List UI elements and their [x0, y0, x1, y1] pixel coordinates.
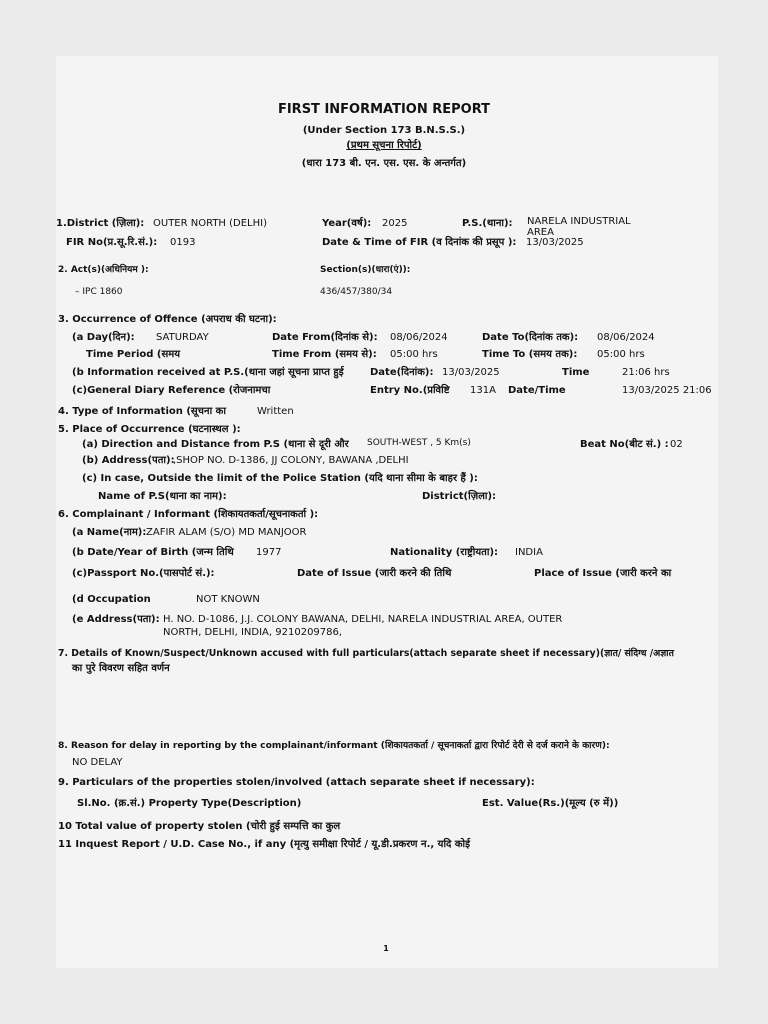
delay-reason-value: NO DELAY [72, 757, 123, 768]
place-heading: 5. Place of Occurrence (घटनास्थल ): [58, 424, 241, 435]
entry-no-label: Entry No.(प्रविष्टि [370, 385, 450, 396]
gd-datetime-value: 13/03/2025 21:06 [622, 385, 712, 396]
act-value: – IPC 1860 [75, 287, 123, 297]
sections-label: Section(s)(धारा(एं)): [320, 265, 411, 275]
time-to-label: Time To (समय तक): [482, 349, 578, 360]
info-time-value: 21:06 hrs [622, 367, 670, 378]
inquest-report-label: 11 Inquest Report / U.D. Case No., if any (मृत्यु समीक्षा रिपोर्ट / यू.डी.प्रकरण न., यदि कोई [58, 839, 471, 850]
occurrence-heading: 3. Occurrence of Offence (अपराध की घटना): [58, 314, 277, 325]
outside-ps-name-label: Name of P.S(थाना का नाम): [98, 491, 227, 502]
beat-no-value: 02 [670, 439, 683, 450]
report-subtitle: (Under Section 173 B.N.S.S.) [302, 125, 466, 136]
time-period-label: Time Period (समय [86, 349, 181, 360]
complainant-address-line2: NORTH, DELHI, INDIA, 9210209786, [163, 627, 343, 638]
ps-label: P.S.(थाना): [462, 218, 513, 229]
date-from-label: Date From(दिनांक से): [272, 332, 378, 343]
info-time-label: Time [562, 367, 590, 378]
report-title: FIRST INFORMATION REPORT [277, 102, 491, 117]
date-to-value: 08/06/2024 [597, 332, 655, 343]
date-from-value: 08/06/2024 [390, 332, 448, 343]
sections-value: 436/457/380/34 [320, 287, 393, 297]
entry-no-value: 131A [470, 385, 496, 396]
complainant-address-line1: H. NO. D-1086, J.J. COLONY BAWANA, DELHI, NARELA INDUSTRIAL AREA, OUTER [163, 614, 563, 625]
property-value-header: Est. Value(Rs.)(मूल्य (रु में)) [482, 798, 619, 809]
report-hindi-title: (प्रथम सूचना रिपोर्ट) [346, 140, 422, 151]
total-value-label: 10 Total value of property stolen (चोरी हुई सम्पत्ति का कुल [58, 821, 341, 832]
gd-reference-label: (c)General Diary Reference (रोजनामचा [72, 385, 271, 396]
report-hindi-subtitle: (धारा 173 बी. एन. एस. एस. के अन्तर्गत) [301, 158, 467, 169]
time-from-value: 05:00 hrs [390, 349, 438, 360]
nationality-value: INDIA [515, 547, 543, 558]
nationality-label: Nationality (राष्ट्रीयता): [390, 547, 499, 558]
complainant-address-label: (e Address(पता): [72, 614, 160, 625]
accused-details-line1: 7. Details of Known/Suspect/Unknown accused with full particulars(attach separate sheet if necessary)(ज्ञात/ संदिग्ध /अज्ञात [58, 648, 674, 659]
info-type-label: 4. Type of Information (सूचना का [58, 406, 226, 417]
day-value: SATURDAY [156, 332, 209, 343]
ps-value-line2: AREA [527, 227, 554, 238]
complainant-heading: 6. Complainant / Informant (शिकायतकर्ता/सूचनाकर्ता ): [58, 509, 319, 520]
direction-label: (a) Direction and Distance from P.S (थाना से दूरी और [82, 439, 349, 450]
direction-value: SOUTH-WEST , 5 Km(s) [367, 438, 471, 448]
year-value: 2025 [382, 218, 408, 229]
info-received-label: (b Information received at P.S.(थाना जहां सूचना प्राप्त हुई [72, 367, 344, 378]
occurrence-address-value: ,SHOP NO. D-1386, JJ COLONY, BAWANA ,DELHI [173, 455, 409, 466]
fir-no-value: 0193 [170, 237, 196, 248]
district-label: 1.District (ज़िला): [56, 218, 145, 229]
complainant-name-label: (a Name(नाम): [72, 527, 147, 538]
beat-no-label: Beat No(बीट सं.) : [580, 439, 669, 450]
ps-value-line1: NARELA INDUSTRIAL [527, 216, 631, 227]
date-to-label: Date To(दिनांक तक): [482, 332, 579, 343]
info-date-value: 13/03/2025 [442, 367, 500, 378]
day-label: (a Day(दिन): [72, 332, 135, 343]
issue-place-label: Place of Issue (जारी करने का [534, 568, 672, 579]
dob-value: 1977 [256, 547, 282, 558]
page-number: 1 [383, 944, 389, 953]
fir-no-label: FIR No(प्र.सू.रि.सं.): [66, 237, 158, 248]
occurrence-address-label: (b) Address(पता): [82, 455, 175, 466]
dob-label: (b Date/Year of Birth (जन्म तिथि [72, 547, 234, 558]
fir-datetime-value: 13/03/2025 [526, 237, 584, 248]
properties-label: 9. Particulars of the properties stolen/involved (attach separate sheet if necessary): [58, 777, 535, 788]
fir-datetime-label: Date & Time of FIR (व दिनांक की प्रसूप ): [322, 237, 517, 248]
issue-date-label: Date of Issue (जारी करने की तिथि [297, 568, 452, 579]
district-value: OUTER NORTH (DELHI) [153, 218, 267, 229]
info-type-value: Written [257, 406, 294, 417]
passport-label: (c)Passport No.(पासपोर्ट सं.): [72, 568, 215, 579]
gd-datetime-label: Date/Time [508, 385, 566, 396]
time-from-label: Time From (समय से): [272, 349, 377, 360]
info-date-label: Date(दिनांक): [370, 367, 434, 378]
time-to-value: 05:00 hrs [597, 349, 645, 360]
complainant-name-value: ZAFIR ALAM (S/O) MD MANJOOR [146, 527, 307, 538]
occupation-value: NOT KNOWN [196, 594, 260, 605]
occupation-label: (d Occupation [72, 594, 151, 605]
delay-reason-label: 8. Reason for delay in reporting by the complainant/informant (शिकायतकर्ता / सूचनाकर्ता द्वारा रिपोर्ट देरी से दर्ज कराने के कारण): [58, 741, 610, 751]
acts-label: 2. Act(s)(अधिनियम ): [58, 265, 149, 275]
year-label: Year(वर्ष): [322, 218, 372, 229]
outside-limit-label: (c) In case, Outside the limit of the Police Station (यदि थाना सीमा के बाहर हैं ): [82, 473, 478, 484]
accused-details-line2: का पुरे विवरण सहित वर्णन [72, 663, 170, 674]
property-type-header: Sl.No. (क्र.सं.) Property Type(Description) [77, 798, 302, 809]
outside-district-label: District(ज़िला): [422, 491, 497, 502]
